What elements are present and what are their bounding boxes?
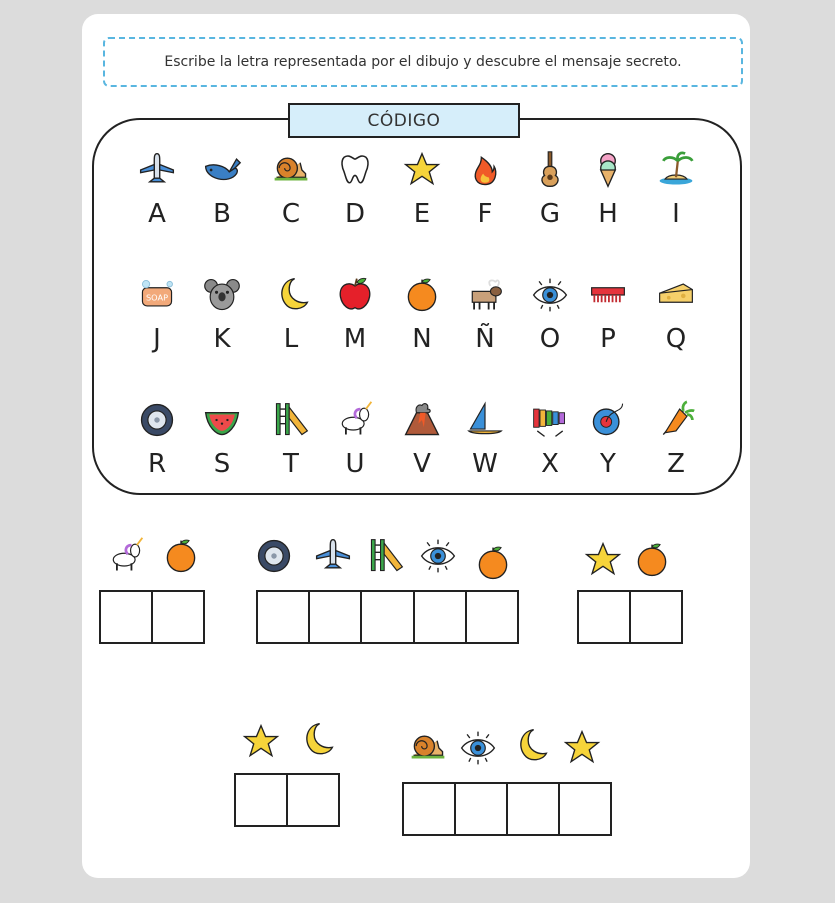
eye-icon [528, 275, 572, 315]
code-letter: X [541, 449, 559, 479]
koala-icon [200, 275, 244, 315]
code-letter: Ñ [475, 324, 495, 354]
carrot-icon [654, 400, 698, 440]
star-icon [241, 722, 281, 762]
fire-icon [463, 150, 507, 190]
answer-box[interactable] [631, 592, 681, 642]
code-letter: Z [667, 449, 685, 479]
code-letter: K [213, 324, 231, 354]
code-cell-16 [520, 275, 580, 353]
yoyo-icon [586, 400, 630, 440]
code-cell-6 [455, 150, 515, 228]
carrot-icon [654, 400, 698, 440]
code-cell-2 [192, 150, 252, 228]
fire-icon [463, 150, 507, 190]
orange-icon [473, 543, 513, 583]
answer-box[interactable] [362, 592, 414, 642]
cheese-icon [654, 275, 698, 315]
star-icon [583, 540, 623, 580]
answer-box[interactable] [579, 592, 631, 642]
snail-icon [408, 728, 448, 768]
whale-icon [200, 150, 244, 190]
island-icon [654, 150, 698, 190]
answer-box[interactable] [560, 784, 610, 834]
guitar-icon [528, 150, 572, 190]
code-cell-19 [127, 400, 187, 478]
tooth-icon [333, 150, 377, 190]
airplane-icon [313, 536, 353, 576]
volcano-icon [400, 400, 444, 440]
instruction-box [103, 37, 743, 87]
gnu-icon [463, 275, 507, 315]
slide-icon [269, 400, 313, 440]
code-cell-5 [392, 150, 452, 228]
code-cell-11 [192, 275, 252, 353]
star-icon [583, 540, 623, 580]
answer-box[interactable] [415, 592, 467, 642]
wheel-icon [254, 536, 294, 576]
windsurf-icon [463, 400, 507, 440]
code-letter: O [539, 324, 561, 354]
airplane-icon [135, 150, 179, 190]
answer-box[interactable] [288, 775, 338, 825]
code-letter: N [412, 324, 432, 354]
star-icon [562, 728, 602, 768]
code-letter: J [153, 324, 161, 354]
watermelon-icon [200, 400, 244, 440]
moon-icon [296, 720, 336, 760]
snail-icon [269, 150, 313, 190]
moon-icon [510, 726, 550, 766]
comb-icon [586, 275, 630, 315]
apple-icon [333, 275, 377, 315]
star-icon [400, 150, 444, 190]
ice-cream-icon [586, 150, 630, 190]
code-cell-21 [261, 400, 321, 478]
code-letter: D [344, 199, 366, 229]
answer-box[interactable] [258, 592, 310, 642]
eye-icon [418, 536, 458, 576]
airplane-icon [313, 536, 353, 576]
code-cell-14 [392, 275, 452, 353]
xylophone-icon [528, 400, 572, 440]
code-cell-25 [520, 400, 580, 478]
slide-icon [366, 536, 406, 576]
code-letter: M [343, 324, 367, 354]
answer-box[interactable] [467, 592, 517, 642]
star-icon [562, 728, 602, 768]
code-letter: C [281, 199, 301, 229]
code-cell-12 [261, 275, 321, 353]
code-cell-17 [578, 275, 638, 353]
orange-icon [161, 536, 201, 576]
orange-icon [632, 540, 672, 580]
code-cell-27 [646, 400, 706, 478]
whale-icon [200, 150, 244, 190]
orange-icon [400, 275, 444, 315]
code-cell-18 [646, 275, 706, 353]
code-cell-7 [520, 150, 580, 228]
answer-boxes-word-4 [234, 773, 340, 827]
soap-icon [135, 275, 179, 315]
code-cell-8 [578, 150, 638, 228]
answer-boxes-word-5 [402, 782, 612, 836]
answer-box[interactable] [508, 784, 560, 834]
code-letter: Q [665, 324, 687, 354]
moon-icon [269, 275, 313, 315]
answer-box[interactable] [101, 592, 153, 642]
code-cell-13 [325, 275, 385, 353]
cheese-icon [654, 275, 698, 315]
code-letter: U [345, 449, 365, 479]
gnu-icon [463, 275, 507, 315]
orange-icon [400, 275, 444, 315]
code-cell-1 [127, 150, 187, 228]
code-cell-26 [578, 400, 638, 478]
code-cell-23 [392, 400, 452, 478]
code-cell-10 [127, 275, 187, 353]
instruction-text: Escribe la letra representada por el dibujo y descubre el mensaje secreto. [164, 54, 682, 70]
answer-boxes-word-2 [256, 590, 519, 644]
code-letter: I [672, 199, 680, 229]
orange-icon [632, 540, 672, 580]
answer-box[interactable] [404, 784, 456, 834]
code-cell-9 [646, 150, 706, 228]
code-cell-24 [455, 400, 515, 478]
unicorn-icon [106, 536, 146, 576]
answer-box[interactable] [456, 784, 508, 834]
soap-icon [135, 275, 179, 315]
answer-box[interactable] [153, 592, 203, 642]
answer-boxes-word-1 [99, 590, 205, 644]
code-cell-22 [325, 400, 385, 478]
star-icon [400, 150, 444, 190]
windsurf-icon [463, 400, 507, 440]
code-letter: E [413, 199, 431, 229]
volcano-icon [400, 400, 444, 440]
eye-icon [458, 728, 498, 768]
code-cell-3 [261, 150, 321, 228]
svg-text:SOAP: SOAP [146, 292, 168, 303]
code-letter: P [600, 324, 616, 354]
moon-icon [296, 720, 336, 760]
moon-icon [510, 726, 550, 766]
code-letter: A [148, 199, 166, 229]
snail-icon [408, 728, 448, 768]
unicorn-icon [106, 536, 146, 576]
wheel-icon [135, 400, 179, 440]
eye-icon [458, 728, 498, 768]
ice-cream-icon [586, 150, 630, 190]
answer-boxes-word-3 [577, 590, 683, 644]
code-cell-4 [325, 150, 385, 228]
star-icon [241, 722, 281, 762]
unicorn-icon [333, 400, 377, 440]
code-letter: R [147, 449, 167, 479]
code-letter: V [413, 449, 431, 479]
slide-icon [366, 536, 406, 576]
yoyo-icon [586, 400, 630, 440]
slide-icon [269, 400, 313, 440]
wheel-icon [254, 536, 294, 576]
code-cell-20 [192, 400, 252, 478]
unicorn-icon [333, 400, 377, 440]
code-letter: L [283, 324, 299, 354]
guitar-icon [528, 150, 572, 190]
xylophone-icon [528, 400, 572, 440]
watermelon-icon [200, 400, 244, 440]
code-letter: G [539, 199, 561, 229]
tooth-icon [333, 150, 377, 190]
wheel-icon [135, 400, 179, 440]
code-letter: W [472, 449, 498, 479]
code-letter: T [283, 449, 299, 479]
code-letter: S [213, 449, 231, 479]
moon-icon [269, 275, 313, 315]
code-letter: F [477, 199, 493, 229]
answer-box[interactable] [236, 775, 288, 825]
koala-icon [200, 275, 244, 315]
comb-icon [586, 275, 630, 315]
code-letter: H [598, 199, 618, 229]
code-title: CÓDIGO [288, 103, 520, 138]
eye-icon [418, 536, 458, 576]
orange-icon [161, 536, 201, 576]
island-icon [654, 150, 698, 190]
apple-icon [333, 275, 377, 315]
code-cell-15 [455, 275, 515, 353]
code-letter: B [213, 199, 231, 229]
snail-icon [269, 150, 313, 190]
orange-icon [473, 543, 513, 583]
eye-icon [528, 275, 572, 315]
answer-box[interactable] [310, 592, 362, 642]
airplane-icon [135, 150, 179, 190]
code-letter: Y [600, 449, 616, 479]
